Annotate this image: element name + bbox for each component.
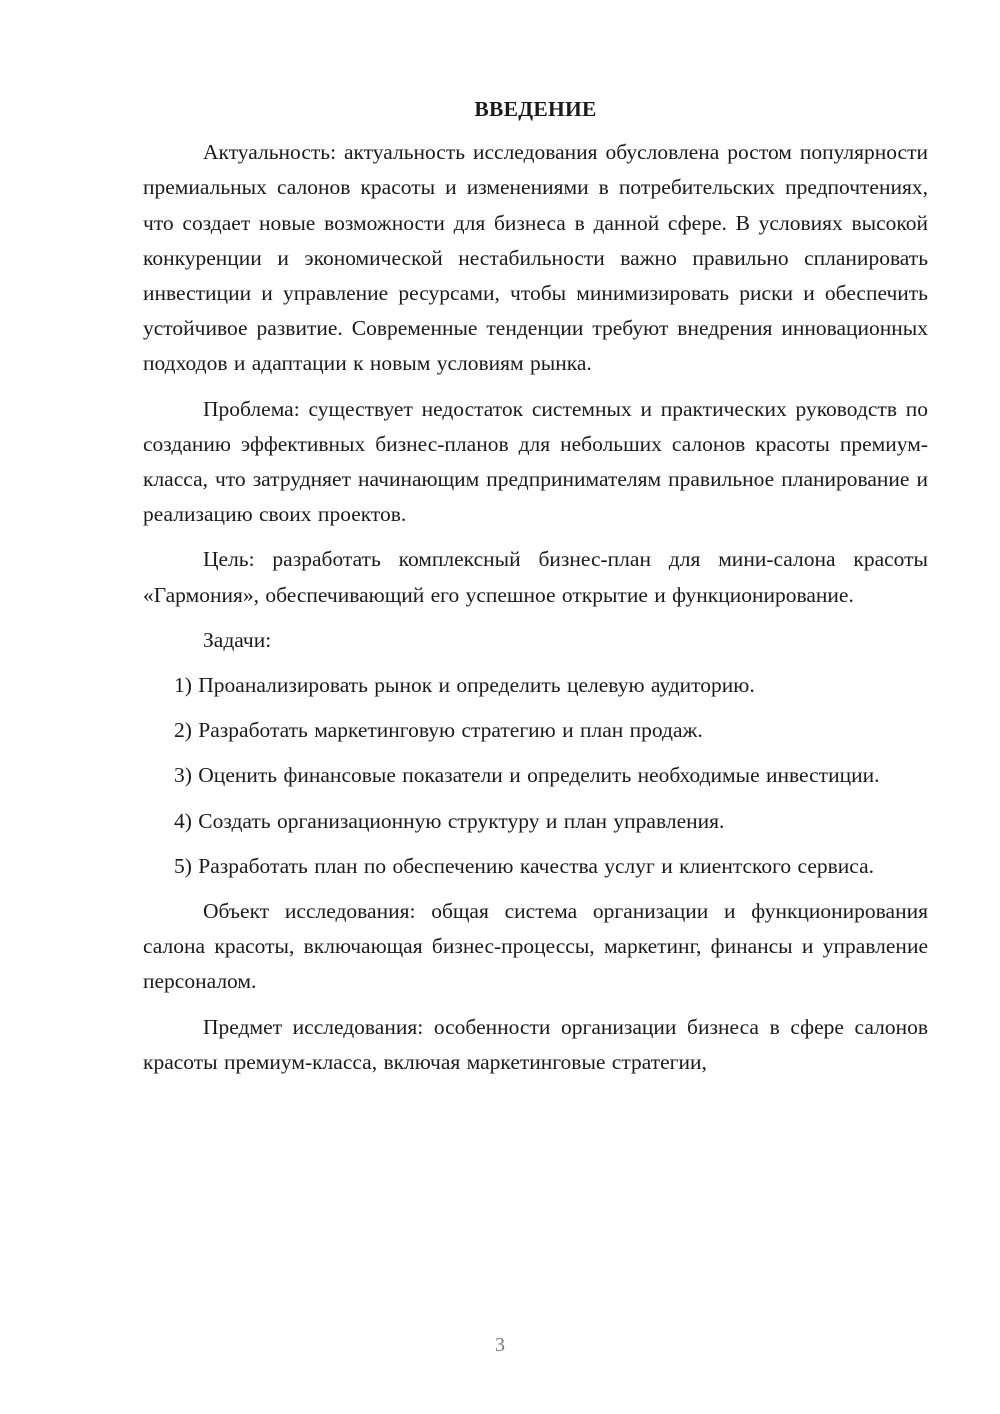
task-item-5: 5) Разработать план по обеспечению качества услуг и клиентского сервиса.: [174, 853, 875, 878]
object-paragraph: Объект исследования: общая система организации и функционирования салона красоты, включающая бизнес-процессы, маркетинг, финансы и управление персоналом.: [143, 899, 928, 994]
task-item-3: 3) Оценить финансовые показатели и определить необходимые инвестиции.: [174, 763, 880, 788]
subject-paragraph: Предмет исследования: особенности организации бизнеса в сфере салонов красоты премиум-класса, включая маркетинговые стратегии,: [143, 1014, 928, 1074]
tasks-heading: Задачи:: [203, 627, 272, 652]
section-title: ВВЕДЕНИЕ: [474, 97, 597, 121]
page-number: 3: [495, 1334, 505, 1356]
goal-paragraph: Цель: разработать комплексный бизнес-план для мини-салона красоты «Гармония», обеспечивающий его успешное открытие и функционирование.: [143, 547, 928, 607]
task-item-2: 2) Разработать маркетинговую стратегию и план продаж.: [174, 718, 703, 743]
task-item-1: 1) Проанализировать рынок и определить целевую аудиторию.: [174, 673, 755, 698]
task-item-4: 4) Создать организационную структуру и план управления.: [174, 808, 725, 833]
problem-paragraph: Проблема: существует недостаток системных и практических руководств по созданию эффективных бизнес-планов для небольших салонов красоты премиум-класса, что затрудняет начинающим предпринимателям правильное планирование и реализацию своих проектов.: [143, 396, 928, 527]
document-page: [143, 92, 928, 1080]
relevance-paragraph: Актуальность: актуальность исследования обусловлена ростом популярности премиальных салонов красоты и изменениями в потребительских предпочтениях, что создает новые возможности для бизнеса в данной сфере. В условиях высокой конкуренции и экономической нестабильности важно правильно спланировать инвестиции и управление ресурсами, чтобы минимизировать риски и обеспечить устойчивое развитие. Современные тенденции требуют внедрения инновационных подходов и адаптации к новым условиям рынка.: [143, 140, 928, 376]
